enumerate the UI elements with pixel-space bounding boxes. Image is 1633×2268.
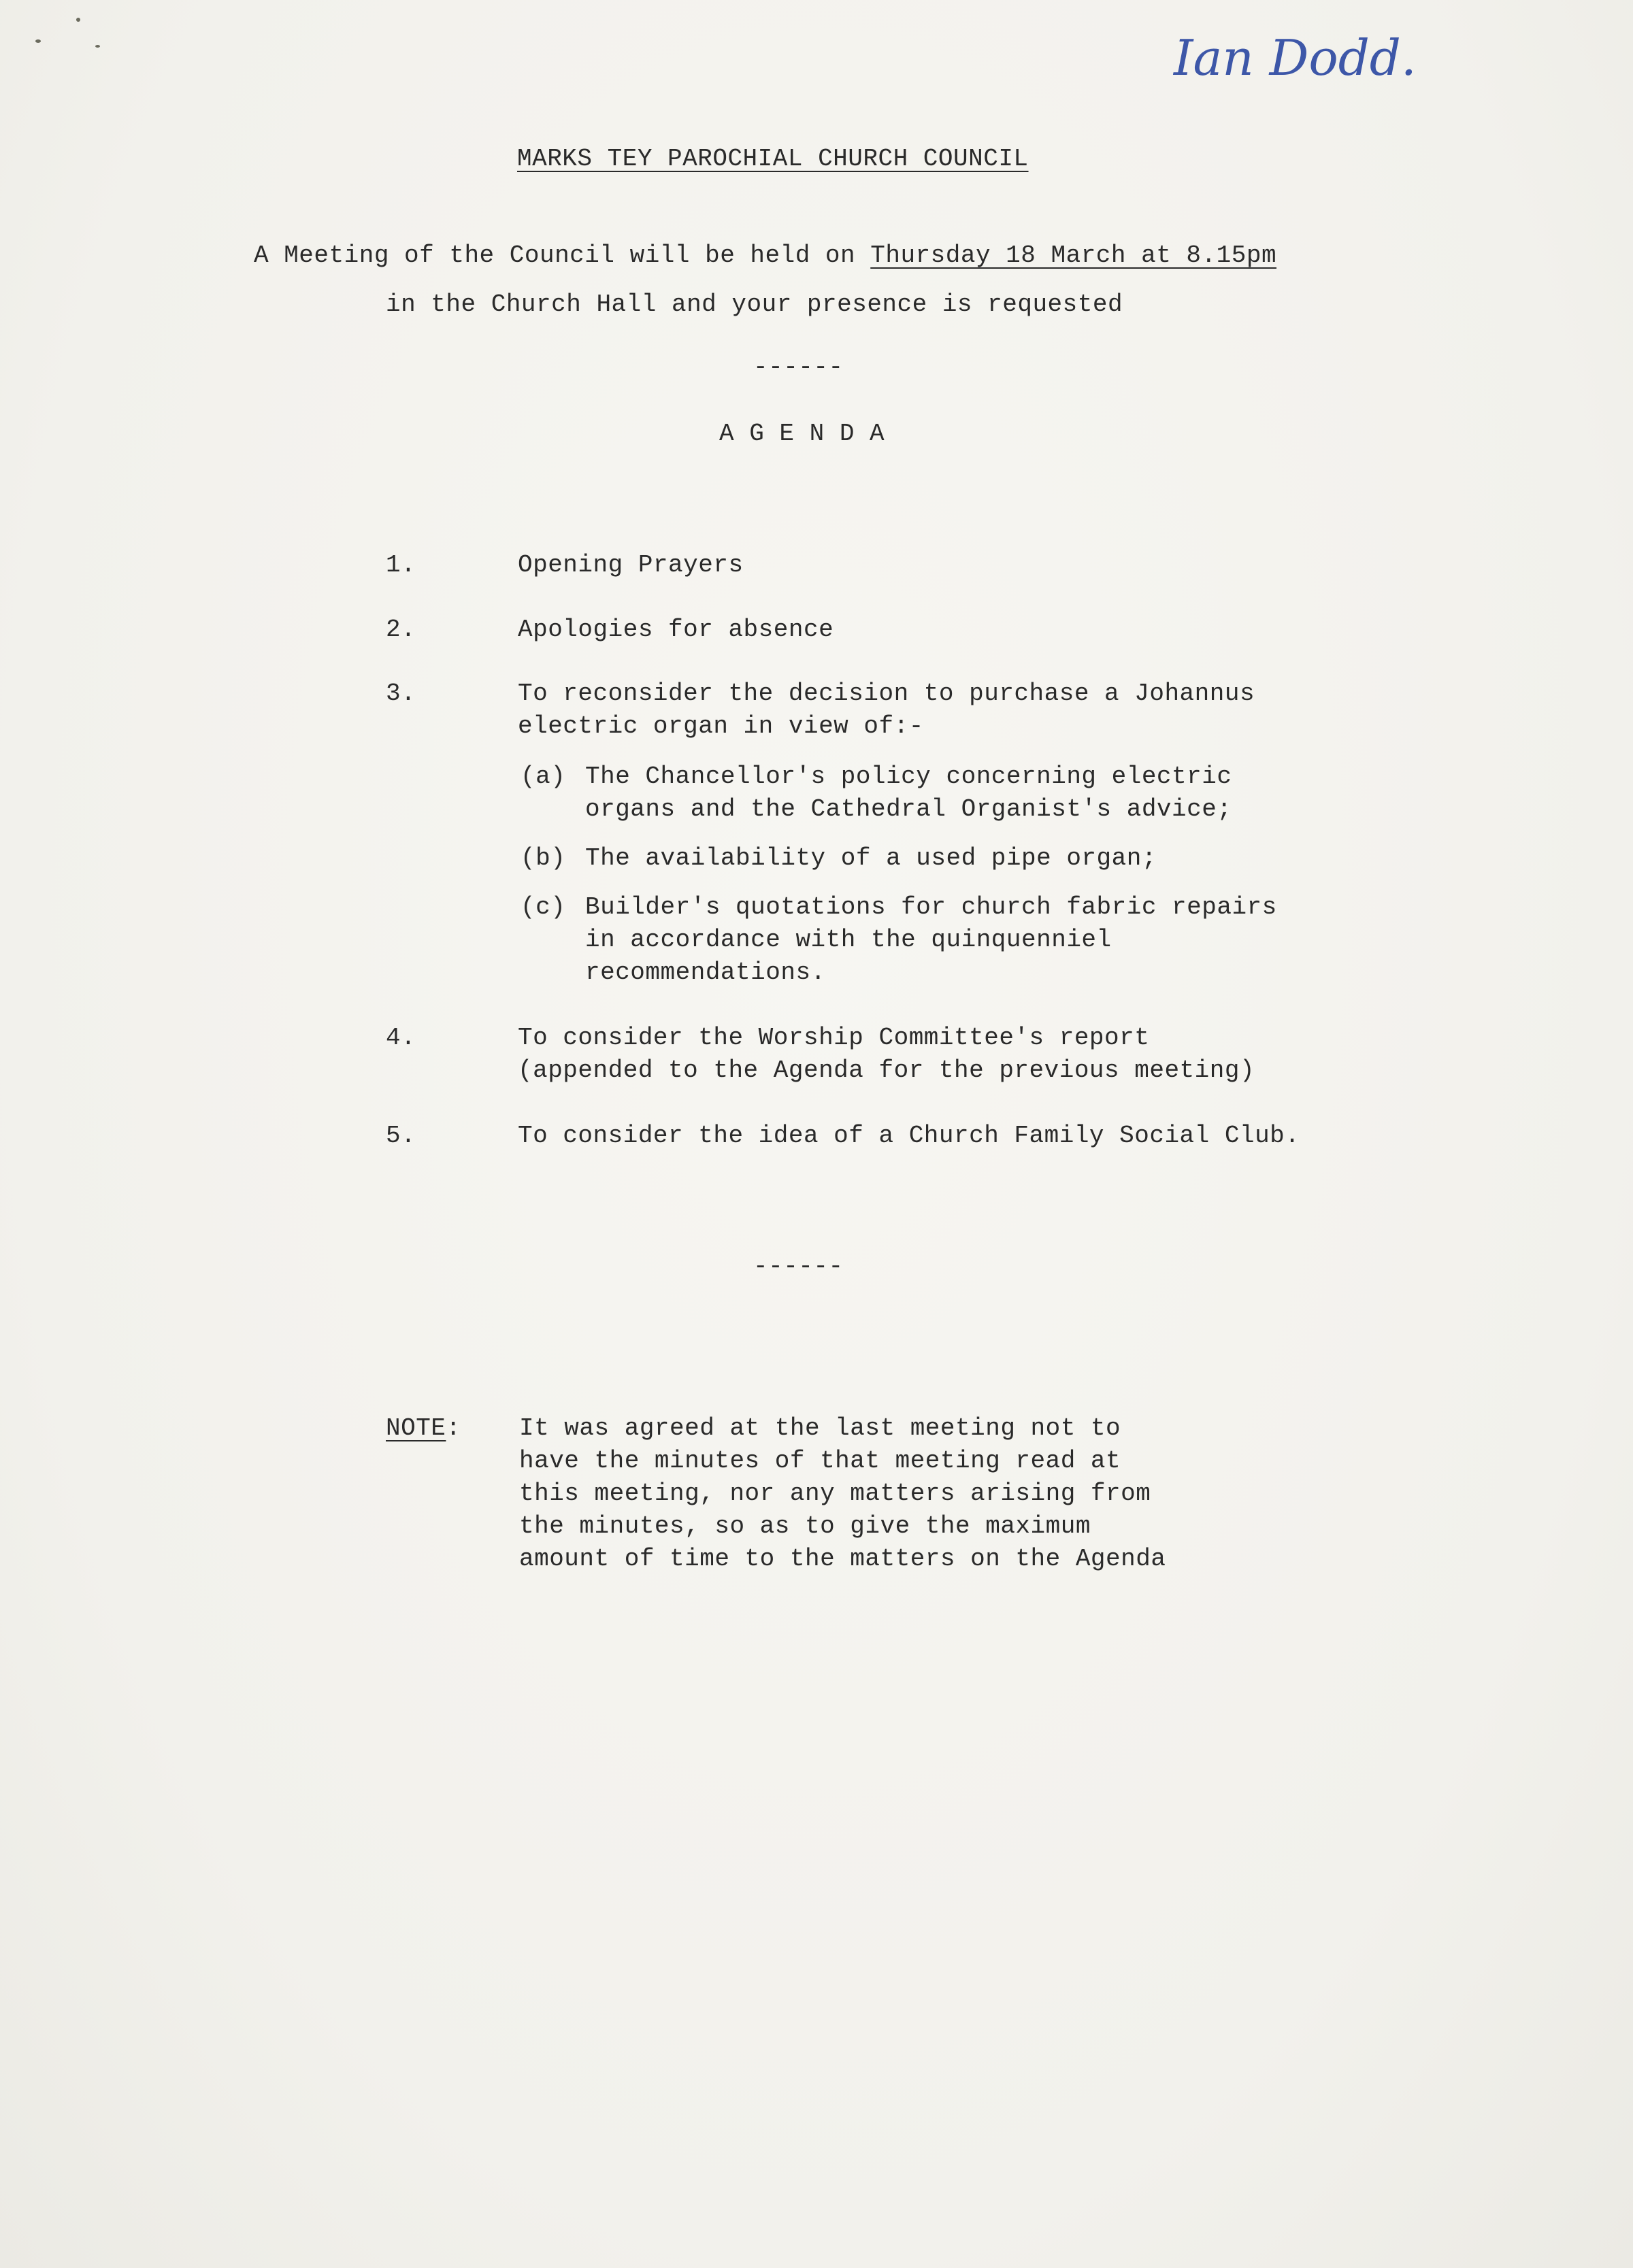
separator-bottom: ------ [753, 1252, 844, 1280]
separator-top: ------ [753, 353, 844, 381]
agenda-item-number: 1. [386, 551, 416, 579]
note-text-line: It was agreed at the last meeting not to [519, 1414, 1121, 1442]
meeting-date-time: Thursday 18 March at 8.15pm [870, 241, 1277, 269]
agenda-item-text: electric organ in view of:- [518, 712, 924, 740]
agenda-subitem-text: in accordance with the quinquenniel [585, 926, 1112, 954]
agenda-subitem-text: The Chancellor's policy concerning electric [585, 763, 1232, 790]
agenda-subitem-label: (c) [521, 893, 566, 921]
note-label-text: NOTE [386, 1414, 446, 1442]
note-text-line: amount of time to the matters on the Agenda [519, 1545, 1166, 1573]
agenda-item-text: To consider the idea of a Church Family Social Club. [518, 1122, 1300, 1150]
agenda-item-number: 4. [386, 1024, 416, 1052]
meeting-notice-prefix: A Meeting of the Council will be held on [254, 241, 871, 269]
agenda-item-text: To consider the Worship Committee's report [518, 1024, 1150, 1052]
agenda-subitem-text: recommendations. [585, 958, 826, 986]
handwritten-signature [1167, 27, 1487, 88]
agenda-subitem-label: (b) [521, 844, 566, 872]
note-text-line: the minutes, so as to give the maximum [519, 1512, 1091, 1540]
agenda-heading: A G E N D A [719, 420, 885, 448]
agenda-subitem-text: organs and the Cathedral Organist's advice; [585, 795, 1232, 823]
agenda-item-text: (appended to the Agenda for the previous meeting) [518, 1056, 1255, 1084]
agenda-item-text: To reconsider the decision to purchase a Johannus [518, 680, 1255, 707]
agenda-item-number: 5. [386, 1122, 416, 1150]
agenda-subitem-text: Builder's quotations for church fabric repairs [585, 893, 1277, 921]
agenda-item-text: Apologies for absence [518, 616, 834, 644]
note-text-line: this meeting, nor any matters arising from [519, 1480, 1151, 1507]
note-label-colon: : [446, 1414, 461, 1442]
agenda-item-number: 2. [386, 616, 416, 644]
agenda-item-text: Opening Prayers [518, 551, 744, 579]
council-title: MARKS TEY PAROCHIAL CHURCH COUNCIL [517, 145, 1029, 173]
meeting-notice-line-1 [254, 239, 1276, 272]
paper-speck [95, 45, 100, 48]
agenda-item-number: 3. [386, 680, 416, 707]
paper-speck [35, 39, 41, 43]
agenda-subitem-text: The availability of a used pipe organ; [585, 844, 1157, 872]
note-text-line: have the minutes of that meeting read at [519, 1447, 1121, 1475]
agenda-subitem-label: (a) [521, 763, 566, 790]
meeting-notice-line-2: in the Church Hall and your presence is requested [386, 290, 1123, 318]
note-label [386, 1412, 461, 1445]
svg-text:Ian Dodd.: Ian Dodd. [1174, 29, 1417, 86]
paper-speck [76, 18, 80, 22]
